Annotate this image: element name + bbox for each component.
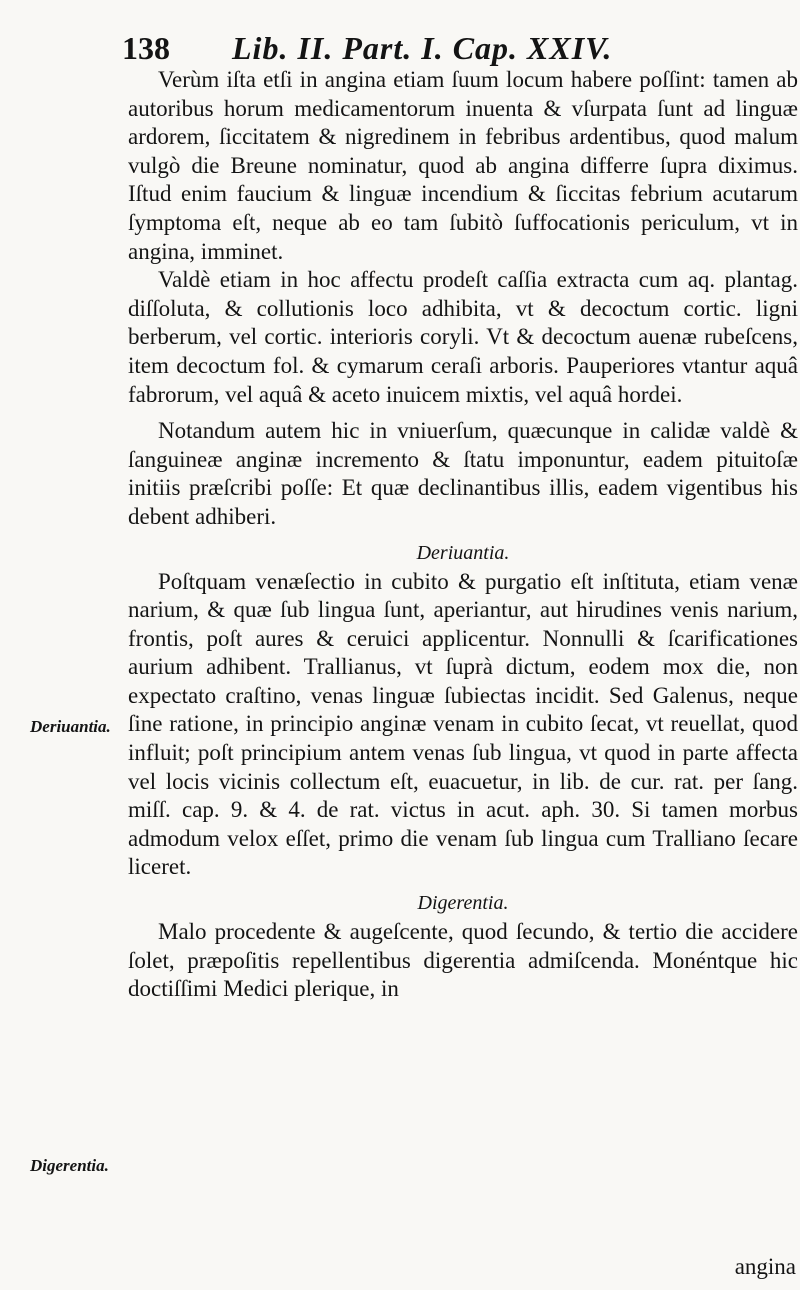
page-number: 138 xyxy=(122,30,170,66)
margin-note-deriuantia: Deriuantia. xyxy=(30,717,111,736)
section-heading-digerentia: Digerentia. xyxy=(417,892,509,915)
margin-note-digerentia: Digerentia. xyxy=(30,1156,109,1175)
paragraph: Valdè etiam in hoc affectu prodeſt caſſia extracta cum aq. plantag. diſſoluta, & collutionis loco adhibita, vt & decoctum cortic. ligni berberum, vel cortic. interioris coryli. Vt & decoctum auenæ rubeſcens, item decoctum fol. & cymarum ceraſi arboris. Pauperiores vtantur aquâ fabrorum, vel aquâ & aceto inuicem mixtis, vel aquâ hordei. xyxy=(128,267,798,407)
paragraph: Verùm iſta etſi in angina etiam ſuum locum habere poſſint: tamen ab autoribus horum medicamentorum inuenta & vſurpata ſunt ad linguæ ardorem, ſiccitatem & nigredinem in febribus ardentibus, quod malum vulgò die Breune nominatur, quod ab angina differre ſupra diximus. Iſtud enim faucium & linguæ incendium & ſiccitas febrium acutarum ſymptoma eſt, neque ab eo tam ſubitò ſuffocationis periculum, vt in angina, imminet. xyxy=(128,67,798,264)
paragraph: Notandum autem hic in vniuerſum, quæcunque in calidæ valdè & ſanguineæ anginæ incremento & ſtatu imponuntur, eadem pituitoſæ initiis præſcribi poſſe: Et quæ declinantibus illis, eadem vigentibus his debent adhiberi. xyxy=(128,418,798,529)
catchword: angina xyxy=(734,1254,796,1279)
paragraph: Malo procedente & augeſcente, quod ſecundo, & tertio die accidere ſolet, præpoſitis repellentibus digerentia admiſcenda. Monéntque hic doctiſſimi Medici plerique, in xyxy=(128,919,798,1002)
running-head: Lib. II. Part. I. Cap. XXIV. xyxy=(232,30,613,66)
paragraph: Poſtquam venæſectio in cubito & purgatio eſt inſtituta, etiam venæ narium, & quæ ſub lingua ſunt, aperiantur, aut hirudines venis narium, frontis, poſt aures & ceruici applicentur. Nonnulli & ſcarificationes aurium adhibent. Trallianus, vt ſuprà dictum, eodem mox die, non expectato craſtino, venas linguæ ſubiectas incidit. Sed Galenus, neque ſine ratione, in principio anginæ venam in cubito ſecat, vt reuellat, quod influit; poſt principium antem venas ſub lingua, vt quod in parte affecta vel locis vicinis collectum eſt, euacuetur, in lib. de cur. rat. per ſang. miſſ. cap. 9. & 4. de rat. victus in acut. aph. 30. Si tamen morbus admodum velox eſſet, primo die venam ſub lingua cum Tralliano ſecare liceret. xyxy=(128,568,798,880)
section-heading-deriuantia: Deriuantia. xyxy=(416,541,510,564)
text-body xyxy=(128,66,798,1004)
